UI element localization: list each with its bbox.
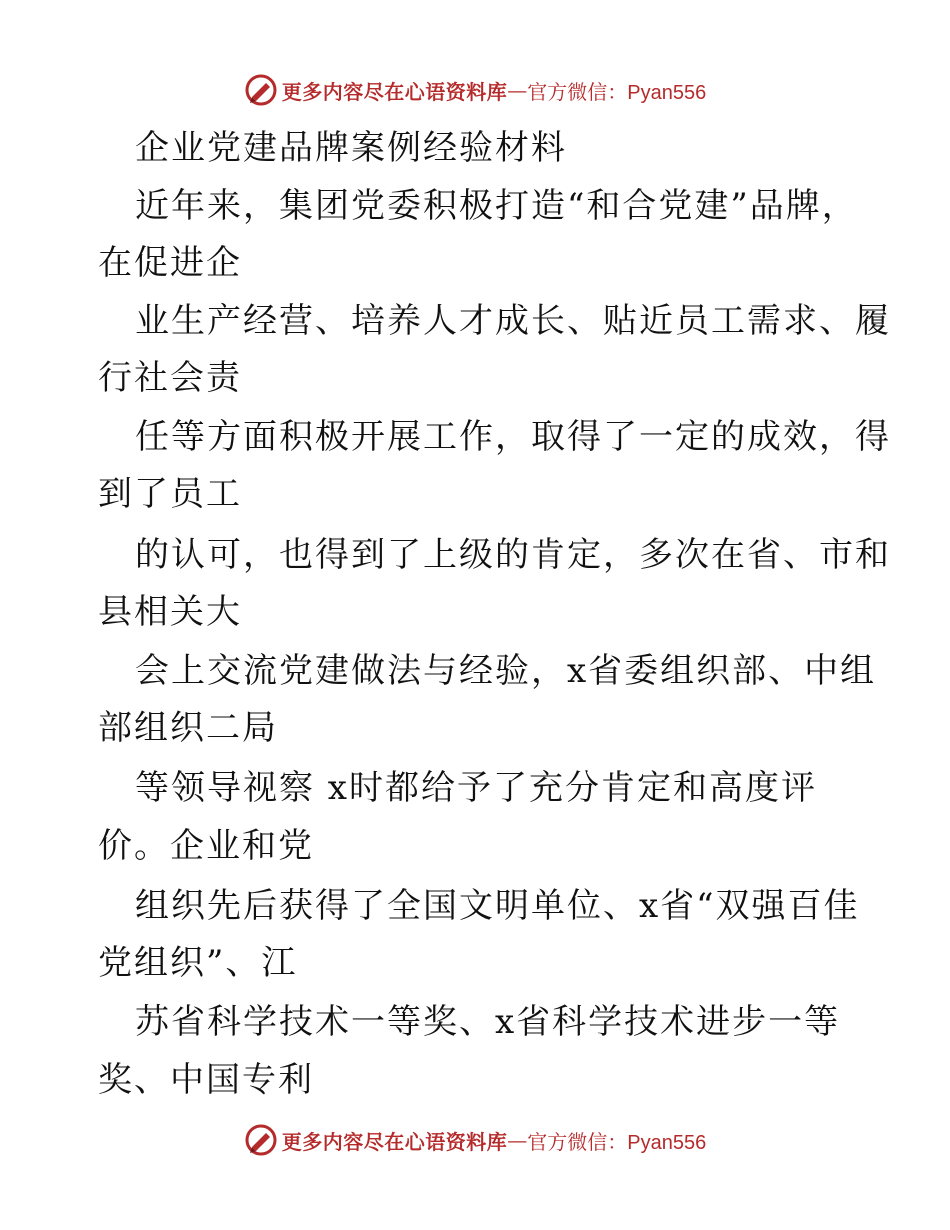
document-title: 企业党建品牌案例经验材料 — [135, 128, 567, 168]
text-line: 近年来，集团党委积极打造“和合党建”品牌， — [135, 186, 858, 226]
banner-wechat-text: 官方微信：Pyan556 — [527, 81, 707, 104]
text-line: 在促进企 — [98, 243, 242, 283]
text-line: 到了员工 — [98, 474, 242, 514]
header-banner — [0, 70, 950, 110]
text-line: 党组织”、江 — [98, 943, 298, 983]
text-line: 会上交流党建做法与经验，x省委组织部、中组 — [135, 651, 877, 691]
text-line: 苏省科学技术一等奖、x省科学技术进步一等 — [135, 1002, 841, 1042]
text-line: 组织先后获得了全国文明单位、x省“双强百佳 — [135, 886, 860, 926]
pen-logo-icon — [244, 1123, 278, 1157]
text-line: 任等方面积极开展工作，取得了一定的成效，得 — [135, 417, 891, 457]
banner-separator: — — [507, 78, 528, 102]
footer-banner — [0, 1120, 950, 1160]
text-line: 价。企业和党 — [98, 826, 314, 866]
pen-logo-icon — [244, 73, 278, 107]
text-line: 奖、中国专利 — [98, 1060, 314, 1100]
text-line: 业生产经营、培养人才成长、贴近员工需求、履 — [135, 301, 891, 341]
banner-brand-text: 更多内容尽在心语资料库 — [281, 79, 508, 104]
text-line: 的认可，也得到了上级的肯定，多次在省、市和 — [135, 535, 891, 575]
banner-brand-text: 更多内容尽在心语资料库 — [281, 1129, 508, 1154]
text-line: 部组织二局 — [98, 708, 278, 748]
banner-separator: — — [507, 1128, 528, 1152]
text-line: 等领导视察 x时都给予了充分肯定和高度评 — [135, 768, 817, 808]
text-line: 行社会责 — [98, 358, 242, 398]
text-line: 县相关大 — [98, 592, 242, 632]
banner-wechat-text: 官方微信：Pyan556 — [527, 1131, 707, 1154]
